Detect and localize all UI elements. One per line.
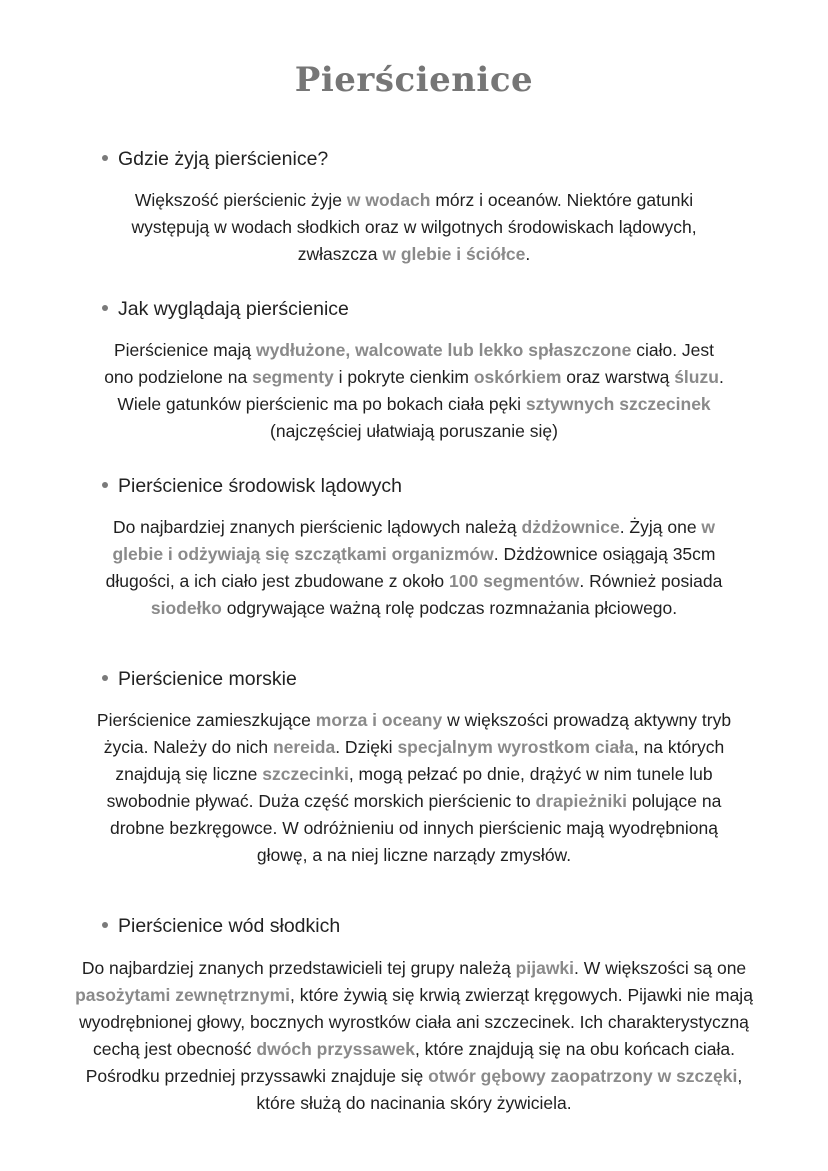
highlighted-term: dżdżownice	[521, 517, 620, 537]
bullet-icon	[102, 155, 108, 161]
highlighted-term: w wodach	[346, 190, 431, 210]
paragraph-text: . Wiele gatunków pierścienic ma po bokach ciała pęki	[117, 367, 724, 414]
paragraph-text: , na których znajdują się liczne	[115, 737, 725, 784]
paragraph-text: w większości prowadzą aktywny tryb życia. Należy do nich	[103, 710, 732, 757]
paragraph-text: ciało. Jest ono podzielone na	[104, 340, 715, 387]
paragraph-text: . Dzięki	[335, 737, 398, 757]
section-paragraph	[70, 955, 758, 1117]
paragraph-text: . Dżdżownice osiągają 35cm długości, a ich ciało jest zbudowane z około	[105, 544, 716, 591]
section-heading-text: Pierścienice morskie	[118, 668, 297, 690]
section-paragraph	[86, 514, 742, 622]
highlighted-term: oskórkiem	[473, 367, 562, 387]
highlighted-term: sztywnych szczecinek	[525, 394, 711, 414]
paragraph-text: , które żywią się krwią zwierząt kręgowych. Pijawki nie mają wyodrębnionej głowy, bocznych wyrostków ciała ani szczecinek. Ich charakterystyczną cechą jest obecność	[79, 985, 753, 1059]
highlighted-term: wydłużone, walcowate lub lekko spłaszczone	[255, 340, 632, 360]
highlighted-term: siodełko	[150, 598, 222, 618]
paragraph-text: . Również posiada	[579, 571, 723, 591]
highlighted-term: 100 segmentów	[449, 571, 580, 591]
paragraph-text: oraz warstwą	[561, 367, 675, 387]
paragraph-text: . Żyją one	[619, 517, 702, 537]
bullet-icon	[102, 675, 108, 681]
highlighted-term: w glebie i ściółce	[382, 244, 526, 264]
section-heading	[102, 297, 349, 321]
section-heading-text: Pierścienice środowisk lądowych	[118, 475, 402, 497]
highlighted-term: nereida	[272, 737, 336, 757]
paragraph-text: i pokryte cienkim	[333, 367, 474, 387]
section-paragraph	[104, 337, 724, 445]
highlighted-term: śluzu	[674, 367, 719, 387]
section-heading	[102, 667, 297, 691]
highlighted-term: specjalnym wyrostkom ciała	[397, 737, 634, 757]
bullet-icon	[102, 922, 108, 928]
paragraph-text: .	[525, 244, 531, 264]
section-heading	[102, 147, 328, 171]
bullet-icon	[102, 305, 108, 311]
highlighted-term: drapieżniki	[535, 791, 627, 811]
paragraph-text: . W większości są one	[574, 958, 747, 978]
section-heading	[102, 474, 402, 498]
section-heading-text: Gdzie żyją pierścienice?	[118, 148, 329, 170]
section-heading-text: Jak wyglądają pierścienice	[118, 298, 349, 320]
bullet-icon	[102, 482, 108, 488]
paragraph-text: Do najbardziej znanych przedstawicieli tej grupy należą	[81, 958, 516, 978]
section-paragraph	[96, 707, 732, 869]
highlighted-term: pijawki	[515, 958, 575, 978]
paragraph-text: odgrywające ważną rolę podczas rozmnażania płciowego.	[221, 598, 678, 618]
highlighted-term: dwóch przyssawek	[256, 1039, 415, 1059]
section-heading-text: Pierścienice wód słodkich	[118, 915, 341, 937]
section-paragraph	[130, 187, 698, 268]
paragraph-text: Pierścienice zamieszkujące	[96, 710, 316, 730]
highlighted-term: segmenty	[252, 367, 334, 387]
highlighted-term: morza i oceany	[315, 710, 443, 730]
paragraph-text: , mogą pełzać po dnie, drążyć w nim tunele lub swobodnie pływać. Duża część morskich pierścienic to	[106, 764, 713, 811]
paragraph-text: mórz i oceanów. Niektóre gatunki występują w wodach słodkich oraz w wilgotnych środowiskach lądowych, zwłaszcza	[131, 190, 697, 264]
section-heading	[102, 914, 340, 938]
paragraph-text: Większość pierścienic żyje	[134, 190, 347, 210]
paragraph-text: Pierścienice mają	[113, 340, 256, 360]
paragraph-text: , które znajdują się na obu końcach ciała. Pośrodku przedniej przyssawki znajduje się	[85, 1039, 736, 1086]
highlighted-term: w glebie i odżywiają się szczątkami organizmów	[112, 517, 716, 564]
paragraph-text: (najczęściej ułatwiają poruszanie się)	[270, 421, 558, 441]
page-title: Pierścienice	[294, 60, 534, 100]
paragraph-text: polujące na drobne bezkręgowce. W odróżnieniu od innych pierścienic mają wyodrębnioną głowę, a na niej liczne narządy zmysłów.	[110, 791, 722, 865]
paragraph-text: Do najbardziej znanych pierścienic lądowych należą	[112, 517, 522, 537]
highlighted-term: otwór gębowy zaopatrzony w szczęki	[428, 1066, 738, 1086]
paragraph-text: , które służą do nacinania skóry żywiciela.	[256, 1066, 743, 1113]
highlighted-term: szczecinki	[262, 764, 349, 784]
highlighted-term: pasożytami zewnętrznymi	[75, 985, 290, 1005]
